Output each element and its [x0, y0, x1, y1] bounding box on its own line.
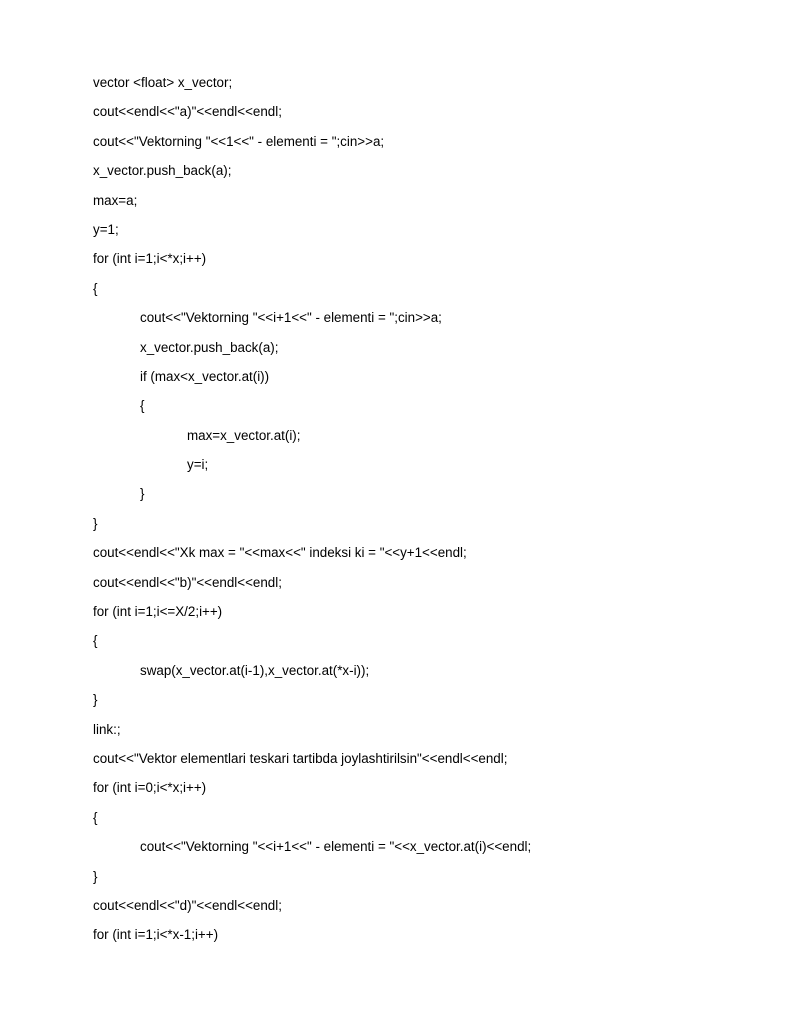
code-line: y=1;: [93, 221, 119, 237]
code-line: }: [93, 868, 98, 884]
code-line: }: [93, 692, 98, 708]
code-line: max=x_vector.at(i);: [187, 427, 301, 443]
code-line: {: [140, 398, 145, 414]
code-line: }: [93, 515, 98, 531]
code-line: for (int i=1;i<*x-1;i++): [93, 927, 219, 943]
code-line: cout<<"Vektorning "<<i+1<<" - elementi = "<<x_vector.at(i)<<endl;: [140, 839, 532, 855]
code-line: for (int i=1;i<*x;i++): [93, 251, 207, 267]
code-line: for (int i=1;i<=X/2;i++): [93, 604, 223, 620]
code-line: {: [93, 809, 98, 825]
code-line: cout<<endl<<"d)"<<endl<<endl;: [93, 897, 282, 913]
code-line: swap(x_vector.at(i-1),x_vector.at(*x-i));: [140, 662, 370, 678]
code-line: cout<<"Vektorning "<<i+1<<" - elementi = ";cin>>a;: [140, 310, 442, 326]
code-line: max=a;: [93, 192, 138, 208]
code-line: }: [140, 486, 145, 502]
code-line: {: [93, 280, 98, 296]
code-line: for (int i=0;i<*x;i++): [93, 780, 207, 796]
code-line: {: [93, 633, 98, 649]
code-line: cout<<"Vektorning "<<1<<" - elementi = ";cin>>a;: [93, 133, 385, 149]
code-listing: [0, 71, 800, 953]
code-line: cout<<"Vektor elementlari teskari tartibda joylashtirilsin"<<endl<<endl;: [93, 750, 508, 766]
code-line: cout<<endl<<"Xk max = "<<max<<" indeksi ki = "<<y+1<<endl;: [93, 545, 467, 561]
code-line: vector <float> x_vector;: [93, 75, 233, 90]
code-line: if (max<x_vector.at(i)): [140, 368, 270, 384]
code-line: link:;: [93, 721, 121, 737]
code-line: cout<<endl<<"a)"<<endl<<endl;: [93, 104, 282, 120]
code-line: x_vector.push_back(a);: [93, 163, 232, 179]
code-line: cout<<endl<<"b)"<<endl<<endl;: [93, 574, 282, 590]
code-line: x_vector.push_back(a);: [140, 339, 279, 355]
code-line: y=i;: [187, 457, 209, 473]
